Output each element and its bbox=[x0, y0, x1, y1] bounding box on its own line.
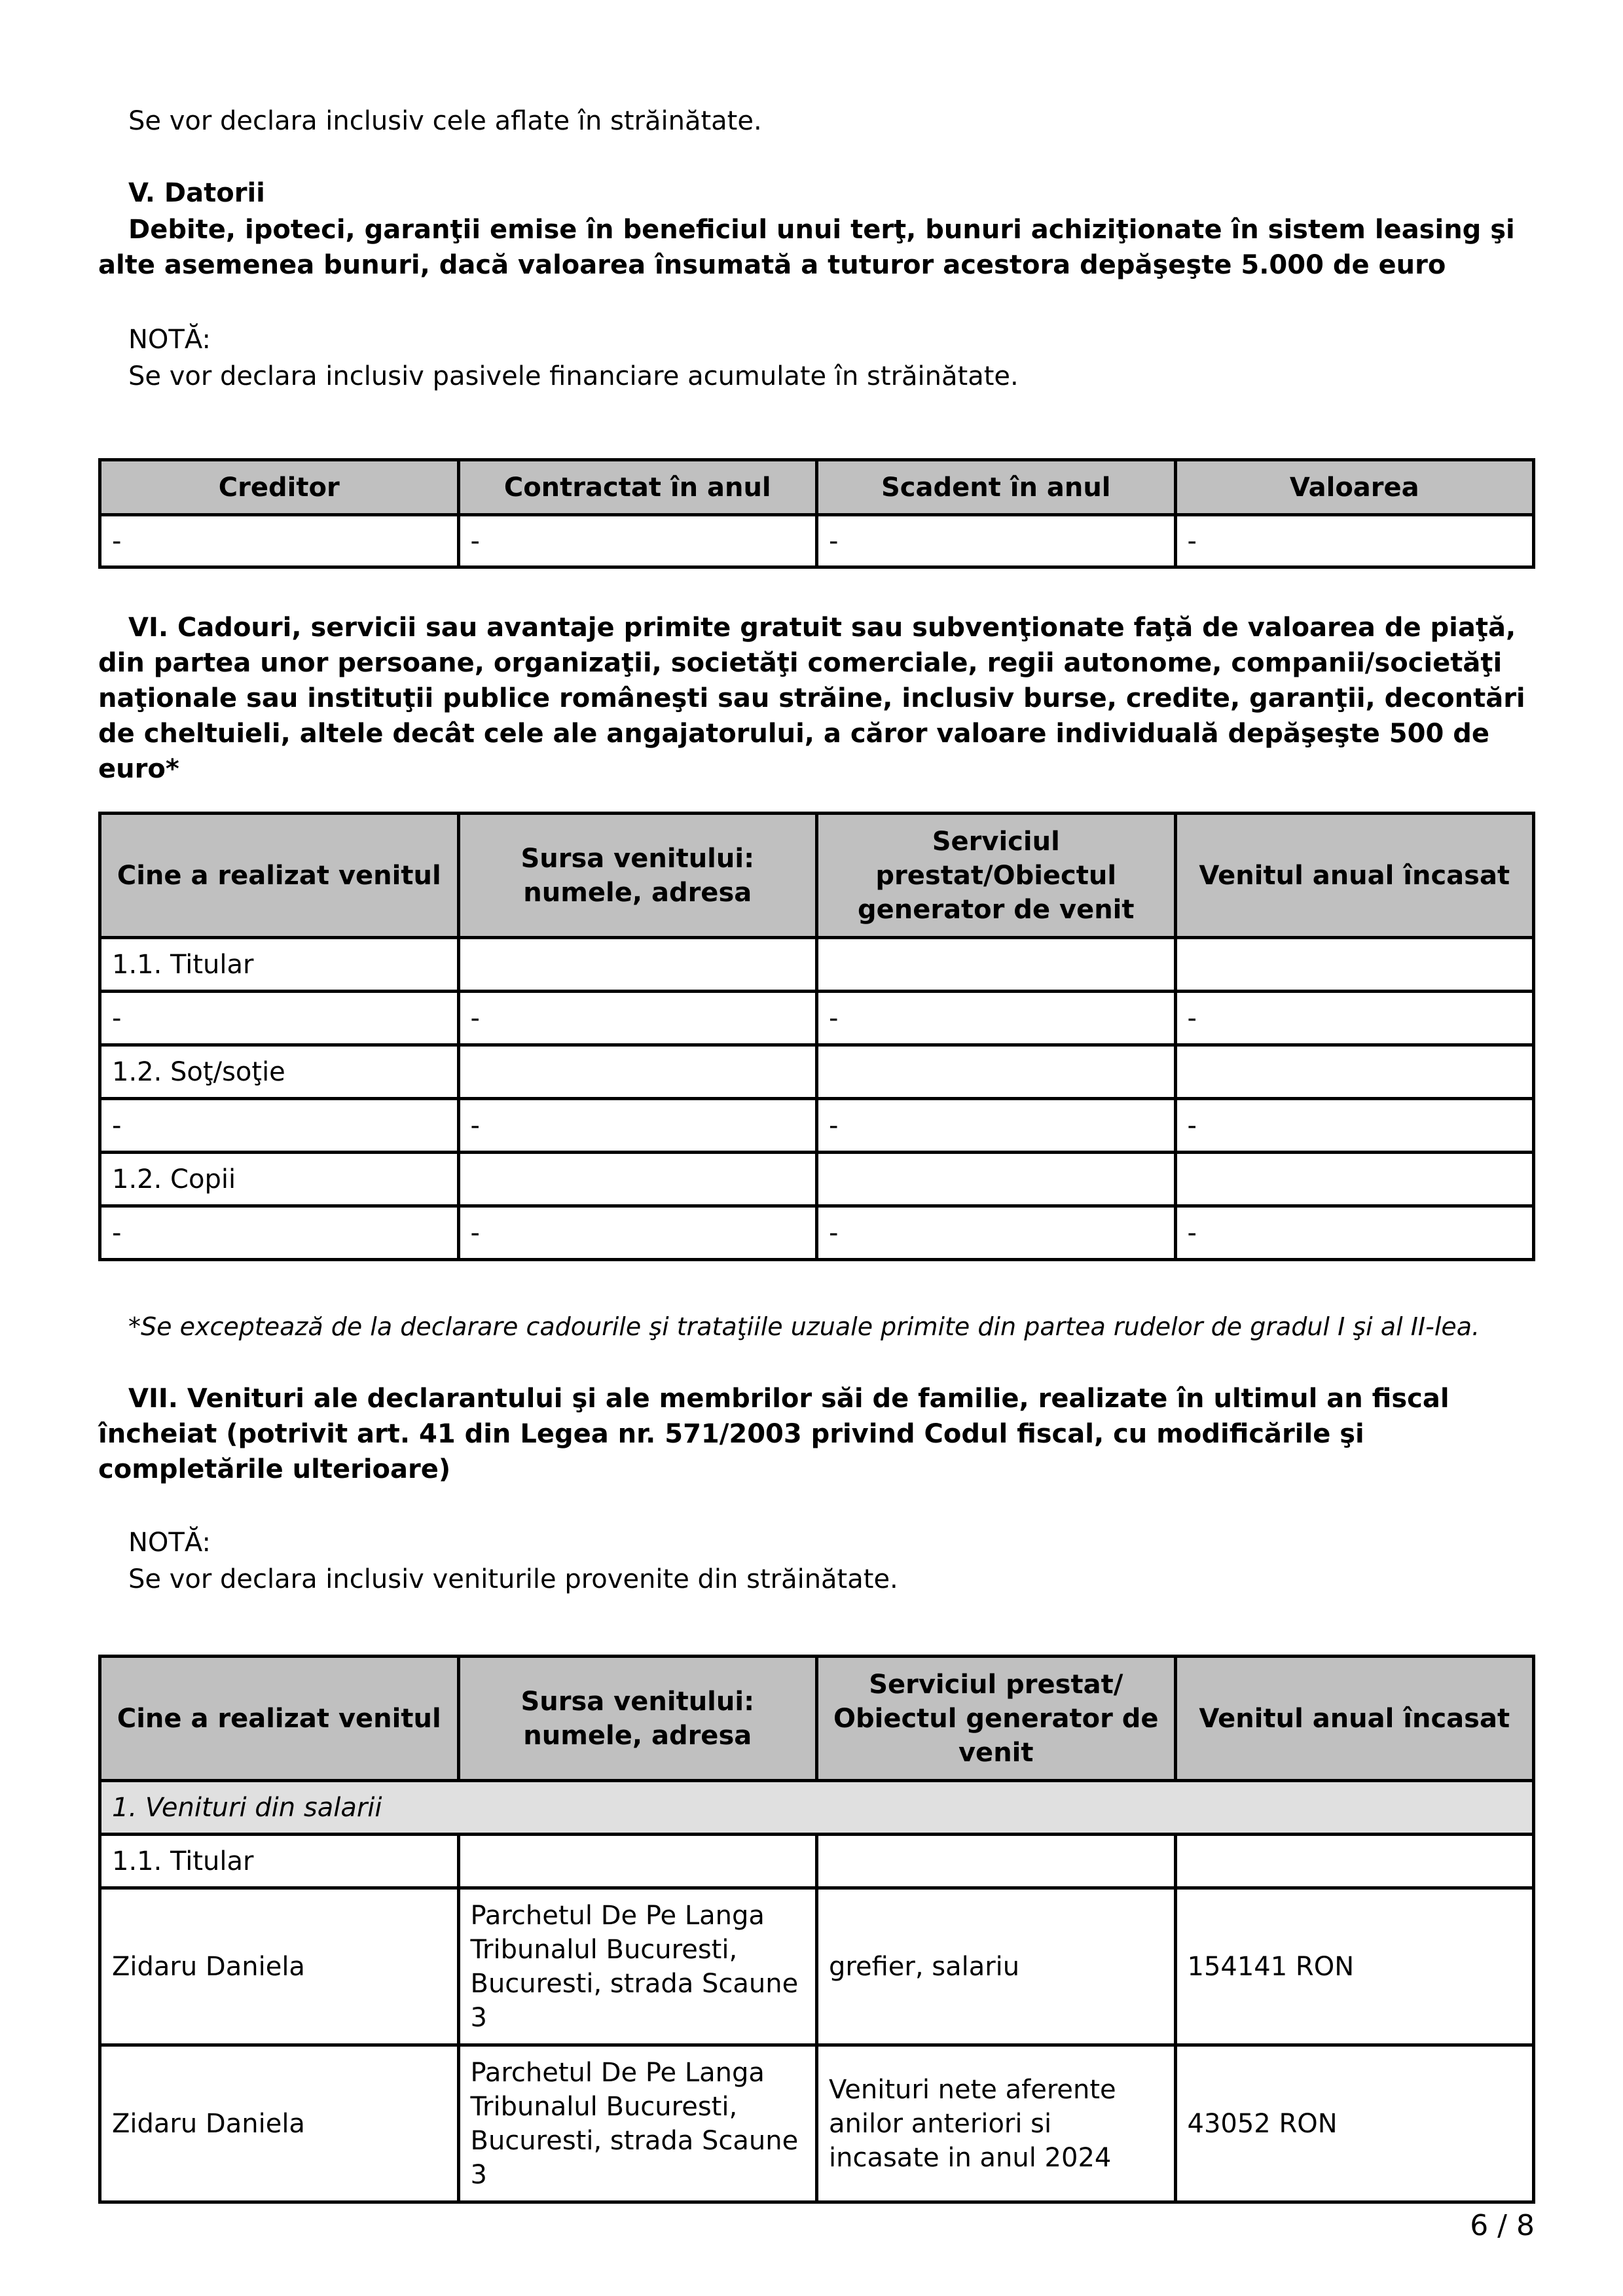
page-number: 6 / 8 bbox=[1470, 2209, 1535, 2242]
table-row bbox=[100, 2045, 1534, 2202]
table-cell bbox=[817, 1045, 1176, 1099]
section-vi-title: VI. Cadouri, servicii sau avantaje primite gratuit sau subvenţionate faţă de valoarea de piaţă, din partea unor persoane, organizaţii, societăţi comerciale, regii autonome, companii/societăţi naţionale sau instituţii publice româneşti sau străine, inclusiv burse, credite, garanţii, decontări de cheltuieli, altele decât cele ale angajatorului, a căror valoare individuală depăşeşte 500 de euro* bbox=[98, 613, 1525, 784]
table-cell bbox=[458, 1153, 817, 1206]
table-cell bbox=[1175, 1835, 1534, 1888]
table-cell: 1.2. Copii bbox=[100, 1153, 459, 1206]
table-cell bbox=[1175, 1153, 1534, 1206]
table-row bbox=[100, 1206, 1534, 1260]
table-header-row bbox=[100, 1657, 1534, 1781]
section-v-description: Debite, ipoteci, garanţii emise în beneficiul unui terţ, bunuri achiziţionate în sistem leasing şi alte asemenea bunuri, dacă valoarea însumată a tuturor acestora depăşeşte 5.000 de euro bbox=[98, 215, 1515, 280]
column-header: Serviciul prestat/Obiectul generator de venit bbox=[817, 814, 1176, 938]
table-cell bbox=[817, 1835, 1176, 1888]
table-row bbox=[100, 1045, 1534, 1099]
table-cell bbox=[1175, 938, 1534, 992]
table-cell: - bbox=[1175, 992, 1534, 1045]
table-row bbox=[100, 992, 1534, 1045]
table-cell: Parchetul De Pe Langa Tribunalul Bucuresti, Bucuresti, strada Scaune 3 bbox=[458, 1888, 817, 2045]
column-header: Venitul anual încasat bbox=[1175, 1657, 1534, 1781]
table-cell: - bbox=[100, 515, 459, 567]
column-header: Contractat în anul bbox=[458, 460, 817, 515]
table-cell: - bbox=[100, 992, 459, 1045]
table-cell: - bbox=[100, 1206, 459, 1260]
table-cell: - bbox=[458, 1206, 817, 1260]
table-cell: - bbox=[1175, 1099, 1534, 1153]
column-header: Valoarea bbox=[1175, 460, 1534, 515]
column-header: Scadent în anul bbox=[817, 460, 1176, 515]
table-cell: - bbox=[458, 992, 817, 1045]
section-v-note-text: Se vor declara inclusiv pasivele financiare acumulate în străinătate. bbox=[128, 361, 1019, 391]
table-cell: 154141 RON bbox=[1175, 1888, 1534, 2045]
table-cell bbox=[458, 1835, 817, 1888]
table-row bbox=[100, 515, 1534, 567]
income-table bbox=[98, 1655, 1535, 2204]
column-header: Serviciul prestat/ Obiectul generator de venit bbox=[817, 1657, 1176, 1781]
column-header: Sursa venitului: numele, adresa bbox=[458, 1657, 817, 1781]
table-cell: 1.2. Soţ/soţie bbox=[100, 1045, 459, 1099]
table-cell: grefier, salariu bbox=[817, 1888, 1176, 2045]
table-cell: - bbox=[1175, 1206, 1534, 1260]
table-cell: 43052 RON bbox=[1175, 2045, 1534, 2202]
column-header: Sursa venitului: numele, adresa bbox=[458, 814, 817, 938]
section-v-title: V. Datorii bbox=[128, 178, 265, 208]
table-cell bbox=[458, 938, 817, 992]
section-vi-footnote: *Se exceptează de la declarare cadourile şi trataţiile uzuale primite din partea rudelor de gradul I şi al II-lea. bbox=[128, 1312, 1480, 1341]
table-row bbox=[100, 1835, 1534, 1888]
table-header-row bbox=[100, 460, 1534, 515]
table-cell bbox=[458, 1045, 817, 1099]
table-cell: - bbox=[817, 1099, 1176, 1153]
table-cell bbox=[1175, 1045, 1534, 1099]
table-cell: 1.1. Titular bbox=[100, 1835, 459, 1888]
table-cell: - bbox=[100, 1099, 459, 1153]
table-cell bbox=[817, 1153, 1176, 1206]
table-cell: - bbox=[458, 515, 817, 567]
table-row bbox=[100, 938, 1534, 992]
column-header: Cine a realizat venitul bbox=[100, 814, 459, 938]
debts-table bbox=[98, 458, 1535, 569]
section-vii-title: VII. Venituri ale declarantului şi ale membrilor săi de familie, realizate în ultimul an fiscal încheiat (potrivit art. 41 din Legea nr. 571/2003 privind Codul fiscal, cu modificările şi completările ulterioare) bbox=[98, 1384, 1450, 1484]
intro-note: Se vor declara inclusiv cele aflate în străinătate. bbox=[128, 106, 762, 136]
table-cell: Zidaru Daniela bbox=[100, 1888, 459, 2045]
section-vii-note-text: Se vor declara inclusiv veniturile provenite din străinătate. bbox=[128, 1564, 898, 1594]
column-header: Creditor bbox=[100, 460, 459, 515]
column-header: Cine a realizat venitul bbox=[100, 1657, 459, 1781]
table-cell: - bbox=[458, 1099, 817, 1153]
table-cell bbox=[817, 938, 1176, 992]
income-category: 1. Venituri din salarii bbox=[100, 1781, 1534, 1835]
table-cell: Zidaru Daniela bbox=[100, 2045, 459, 2202]
table-cell: - bbox=[817, 515, 1176, 567]
table-header-row bbox=[100, 814, 1534, 938]
table-row bbox=[100, 1888, 1534, 2045]
table-cell: - bbox=[817, 992, 1176, 1045]
table-cell: - bbox=[1175, 515, 1534, 567]
table-row bbox=[100, 1153, 1534, 1206]
section-vii-note-label: NOTĂ: bbox=[128, 1528, 211, 1558]
table-subheader-row bbox=[100, 1781, 1534, 1835]
table-cell: - bbox=[817, 1206, 1176, 1260]
column-header: Venitul anual încasat bbox=[1175, 814, 1534, 938]
table-row bbox=[100, 1099, 1534, 1153]
gifts-table bbox=[98, 812, 1535, 1261]
table-cell: Venituri nete aferente anilor anteriori si incasate in anul 2024 bbox=[817, 2045, 1176, 2202]
table-cell: Parchetul De Pe Langa Tribunalul Bucuresti, Bucuresti, strada Scaune 3 bbox=[458, 2045, 817, 2202]
section-v-note-label: NOTĂ: bbox=[128, 325, 211, 355]
table-cell: 1.1. Titular bbox=[100, 938, 459, 992]
